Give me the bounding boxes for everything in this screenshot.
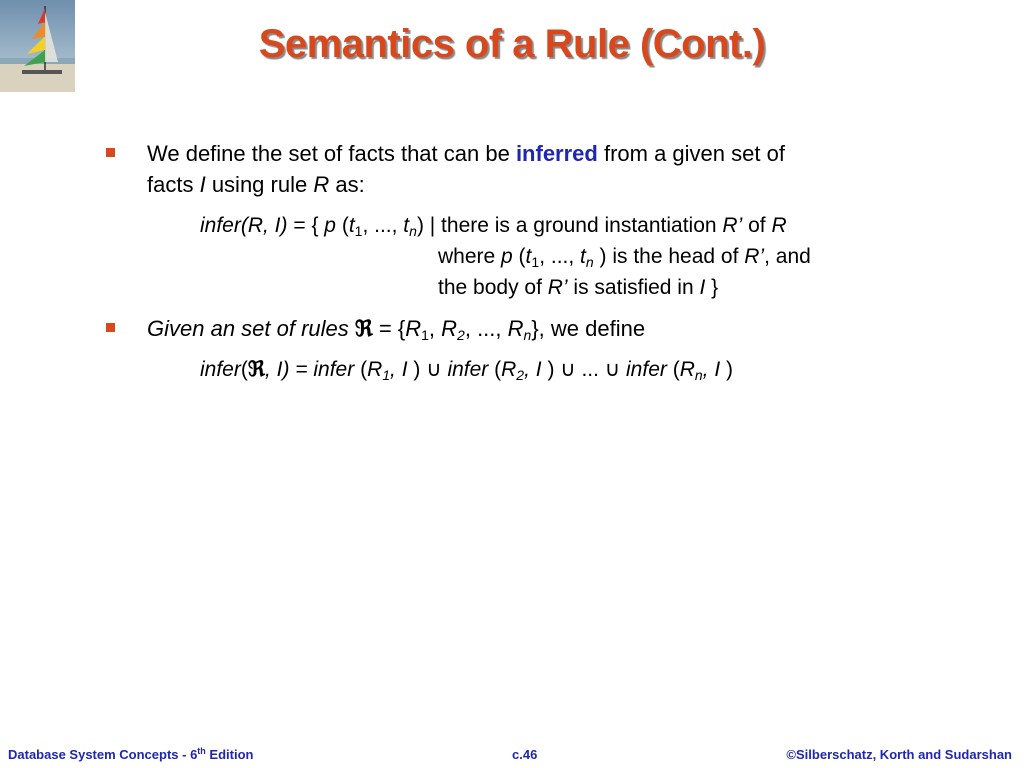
infer-definition-line-2: where p ($t_1$, ..., $t_n$ ) is the head of R’, and xyxy=(438,245,811,270)
inferred-keyword: inferred xyxy=(515,141,598,166)
footer-page-number: c.46 xyxy=(512,747,538,762)
bullet-2-text: Given an set of rules ℜ = {$R_1$, $R_2$, ..., $R_n$}, we define xyxy=(147,316,646,343)
infer-ruleset-formula: infer(ℜ, I) = infer ($R_1$, I ) ∪ infer ($R_2$, I ) ∪ ... ∪ infer ($R_n$, I ) xyxy=(200,356,734,383)
bullet-1-text: We define the set of facts that can be inferred from a given set of facts I using rule R as: xyxy=(147,141,785,197)
slide-title: Semantics of a Rule (Cont.) xyxy=(258,22,766,66)
footer-copyright: ©Silberschatz, Korth and Sudarshan xyxy=(786,747,1012,762)
bullet-item-1 xyxy=(106,138,785,200)
bullet-item-2 xyxy=(106,313,645,345)
footer-book-title: Database System Concepts - 6th Edition xyxy=(8,746,254,762)
square-bullet-icon xyxy=(106,148,115,157)
square-bullet-icon xyxy=(106,323,115,332)
infer-definition-line-3: the body of R’ is satisfied in I } xyxy=(438,276,719,299)
infer-definition-line-1: infer(R, I) = { p ($t_1$, ..., $t_n$) | there is a ground instantiation R’ of R xyxy=(200,214,787,239)
